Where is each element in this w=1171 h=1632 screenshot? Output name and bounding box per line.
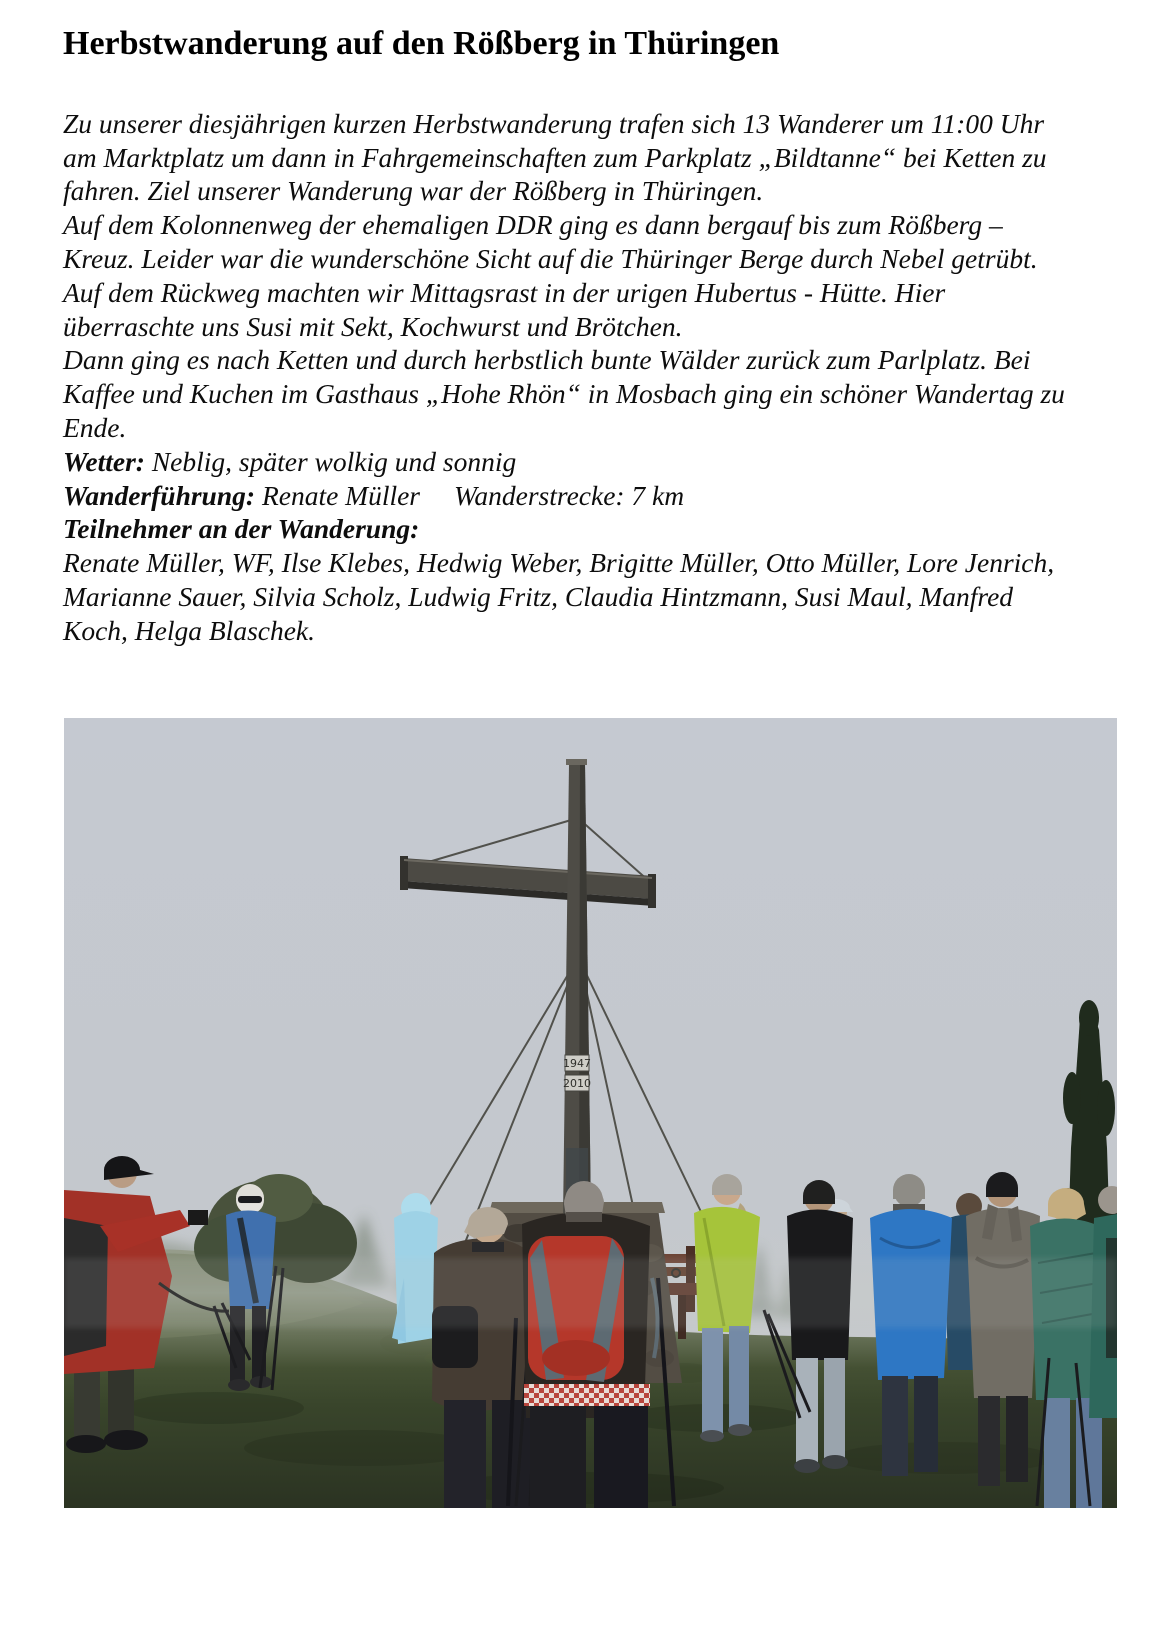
plaque-year-bottom: 2010 bbox=[563, 1076, 591, 1090]
distance-value: Wanderstrecke: 7 km bbox=[454, 479, 685, 511]
hiker-brown-fleece-woman bbox=[432, 1207, 538, 1508]
paragraph-return: Dann ging es nach Ketten und durch herbstlich bunte Wälder zurück zum Parlplatz. Bei Kaffee und Kuchen im Gasthaus „Hohe Rhön“ in Mosbach ging ein schöner Wandertag zu Ende. bbox=[63, 344, 1065, 443]
participants-heading: Teilnehmer an der Wanderung: bbox=[63, 513, 420, 545]
page-title: Herbstwanderung auf den Rößberg in Thüringen bbox=[63, 25, 780, 62]
plaque-year-top: 1947 bbox=[563, 1056, 591, 1070]
weather-label: Wetter: bbox=[63, 445, 145, 477]
weather-value: Neblig, später wolkig und sonnig bbox=[144, 445, 517, 477]
paragraph-rest: Auf dem Rückweg machten wir Mittagsrast in der urigen Hubertus - Hütte. Hier überraschte uns Susi mit Sekt, Kochwurst und Brötchen. bbox=[63, 276, 946, 342]
photo-scene bbox=[64, 718, 1117, 1508]
guide-value: Renate Müller bbox=[255, 479, 421, 511]
paragraph-ascent: Auf dem Kolonnenweg der ehemaligen DDR ging es dann bergauf bis zum Rößberg – Kreuz. Leider war die wunderschöne Sicht auf die Thüringer Berge durch Nebel getrübt. bbox=[63, 209, 1038, 274]
document-page bbox=[63, 24, 1119, 1508]
photo-summit-cross bbox=[64, 718, 1117, 1508]
guide-line bbox=[63, 479, 1079, 513]
report-text bbox=[63, 107, 1079, 648]
participants-names: Renate Müller, WF, Ilse Klebes, Hedwig Weber, Brigitte Müller, Otto Müller, Lore Jenrich, Marianne Sauer, Silvia Scholz, Ludwig Fritz, Claudia Hintzmann, Susi Maul, Manfred Koch, Helga Blaschek. bbox=[63, 547, 1055, 646]
horizon-haze bbox=[64, 1258, 1117, 1328]
paragraph-arrival: Zu unserer diesjährigen kurzen Herbstwanderung trafen sich 13 Wanderer um 11:00 Uhr am Marktplatz um dann in Fahrgemeinschaften zum Parkplatz „Bildtanne“ bei Ketten zu fahren. Ziel unserer Wanderung war der Rößberg in Thüringen. bbox=[63, 107, 1047, 207]
guide-label: Wanderführung: bbox=[63, 479, 256, 511]
weather-line bbox=[63, 445, 1079, 479]
